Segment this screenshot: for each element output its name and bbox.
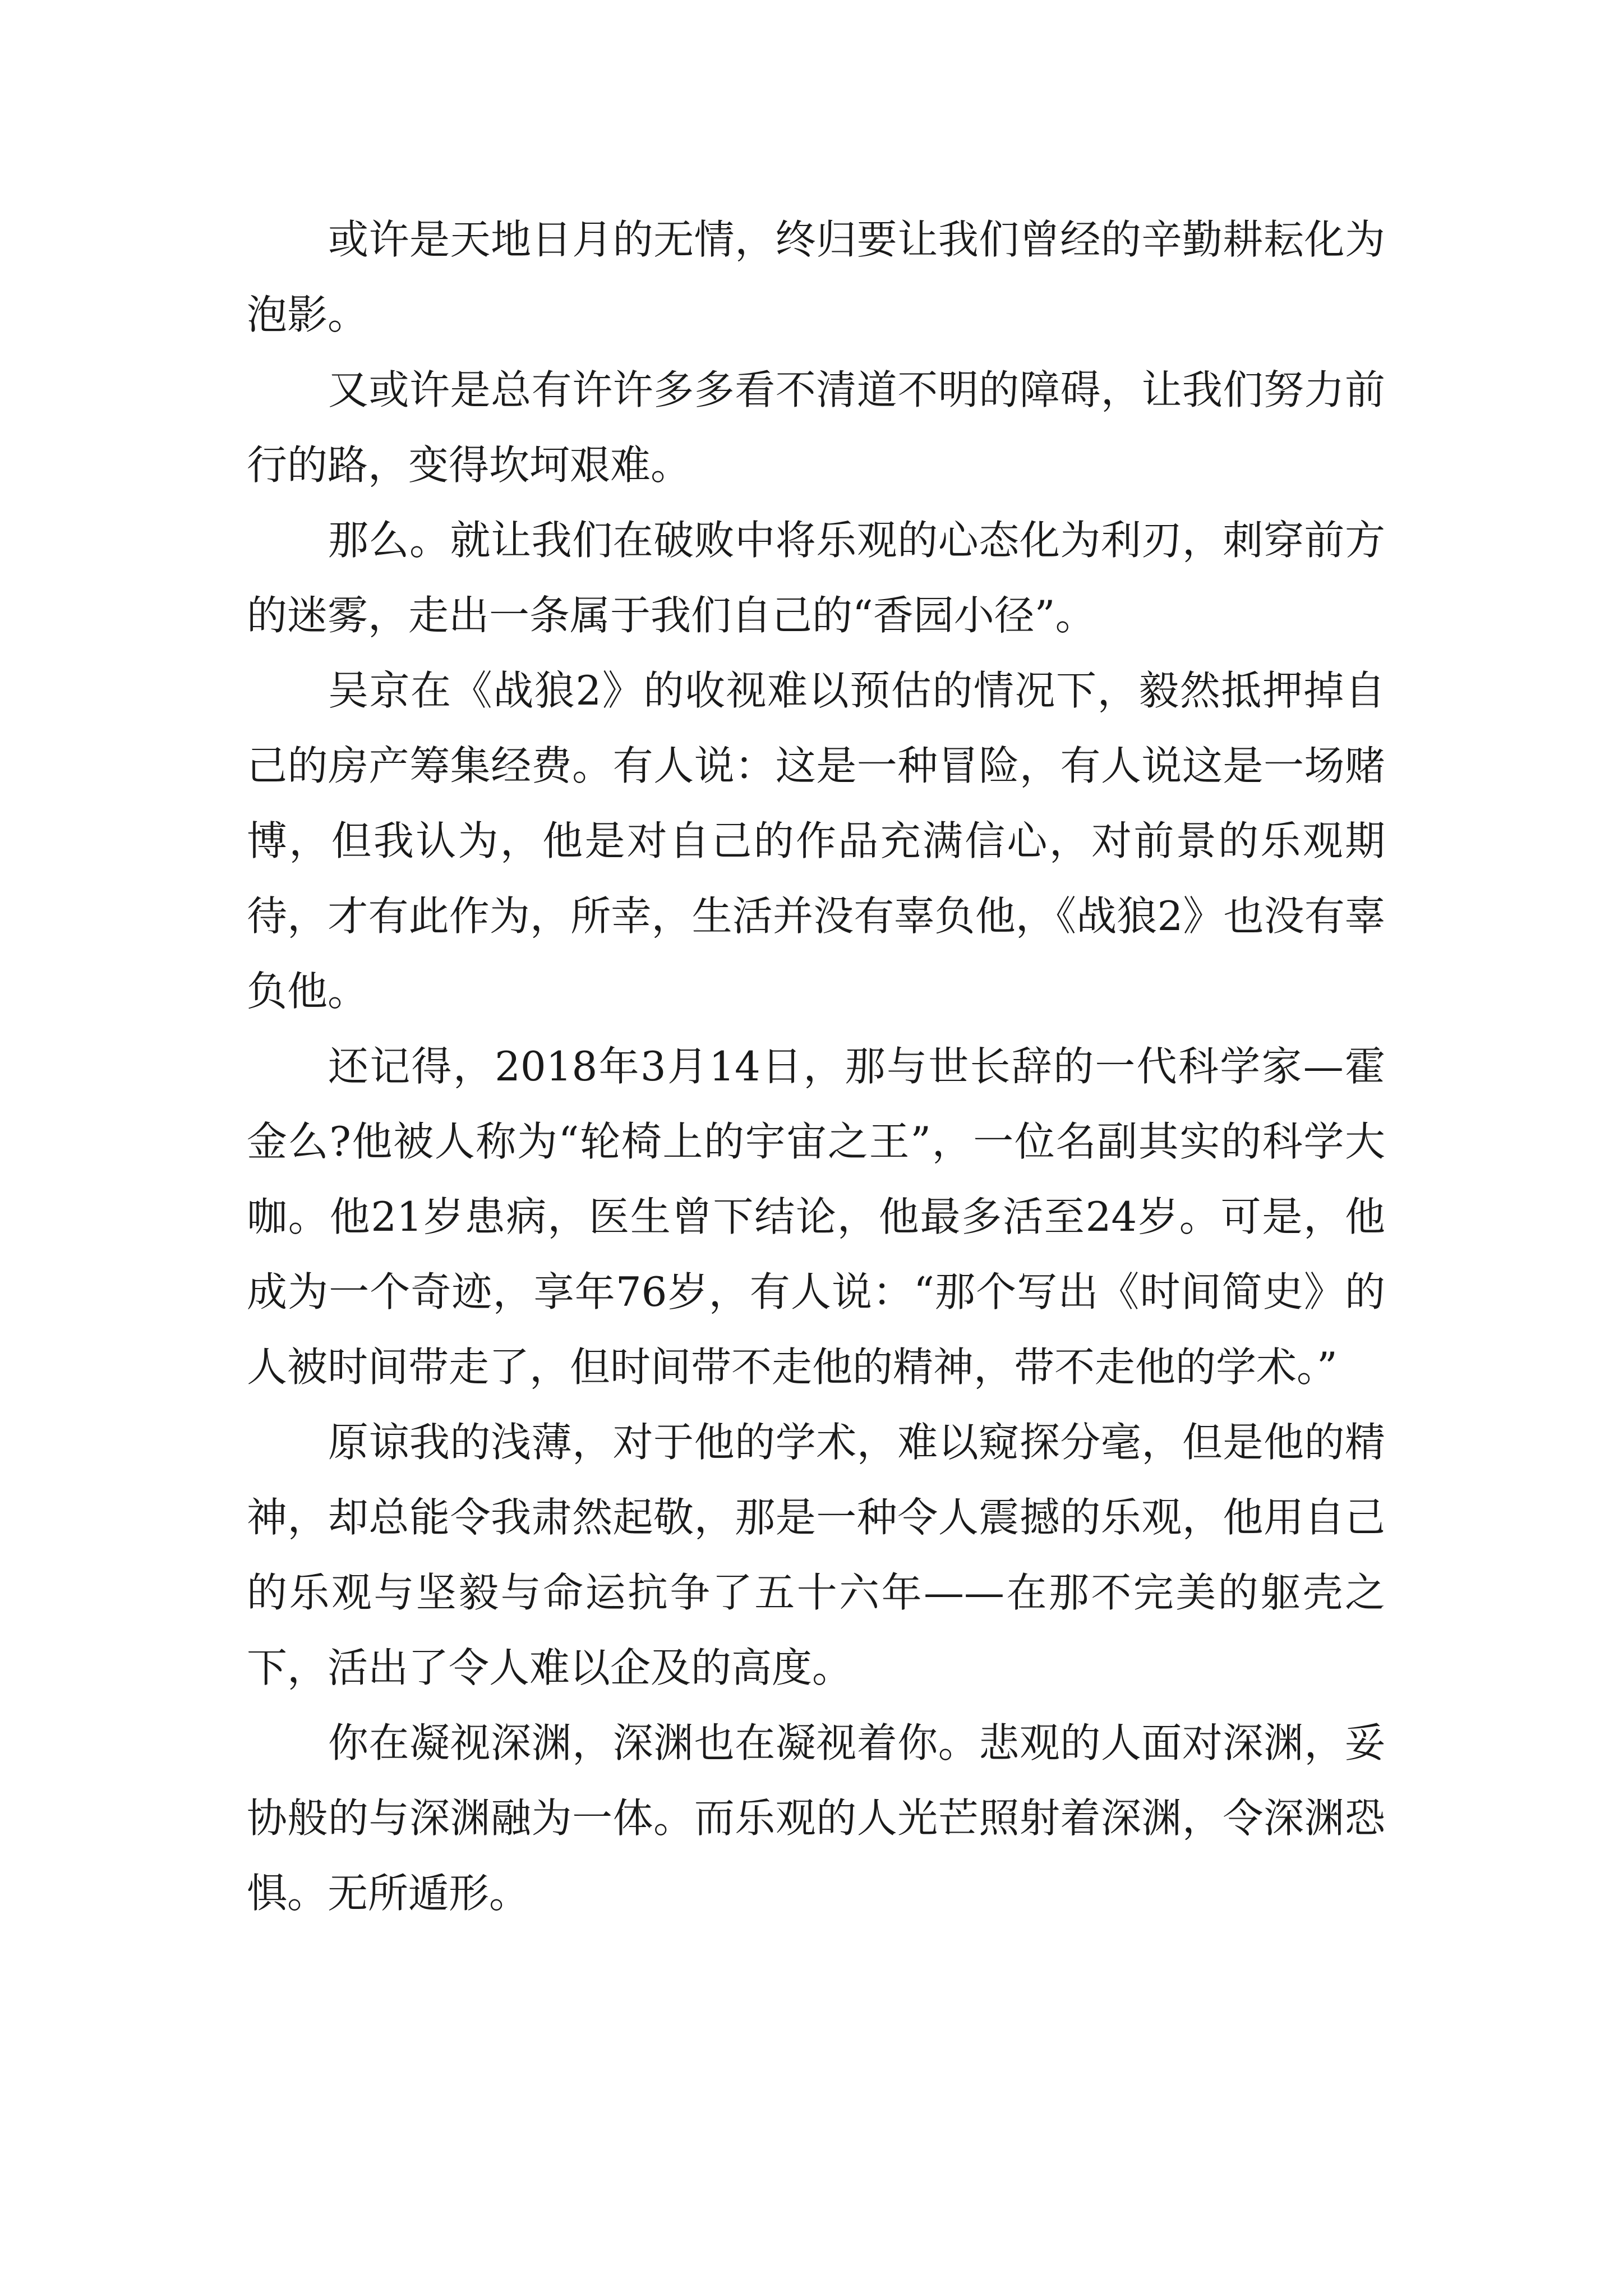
paragraph: 原谅我的浅薄，对于他的学术，难以窥探分毫，但是他的精神，却总能令我肃然起敬，那是一种令人震撼的乐观，他用自己的乐观与坚毅与命运抗争了五十六年——在那不完美的躯壳之下，活出了令人难以企及的高度。	[247, 1419, 1385, 1691]
paragraph: 你在凝视深渊，深渊也在凝视着你。悲观的人面对深渊，妥协般的与深渊融为一体。而乐观的人光芒照射着深渊，令深渊恐惧。无所遁形。	[247, 1719, 1385, 1917]
paragraph: 吴京在《战狼2》的收视难以预估的情况下，毅然抵押掉自己的房产筹集经费。有人说：这是一种冒险，有人说这是一场赌博，但我认为，他是对自己的作品充满信心，对前景的乐观期待，才有此作为，所幸，生活并没有辜负他，《战狼2》也没有辜负他。	[247, 667, 1385, 1015]
paragraph: 还记得，2018年3月14日，那与世长辞的一代科学家—霍金么?他被人称为“轮椅上的宇宙之王”，一位名副其实的科学大咖。他21岁患病，医生曾下结论，他最多活至24岁。可是，他成为一个奇迹，享年76岁，有人说：“那个写出《时间简史》的人被时间带走了，但时间带不走他的精神，带不走他的学术。”	[247, 1043, 1385, 1391]
paragraph: 又或许是总有许许多多看不清道不明的障碍，让我们努力前行的路，变得坎坷艰难。	[247, 366, 1385, 489]
document-body	[247, 202, 1385, 1931]
paragraph: 那么。就让我们在破败中将乐观的心态化为利刃，刺穿前方的迷雾，走出一条属于我们自己的“香园小径”。	[247, 517, 1385, 639]
paragraph: 或许是天地日月的无情，终归要让我们曾经的辛勤耕耘化为泡影。	[247, 216, 1385, 338]
